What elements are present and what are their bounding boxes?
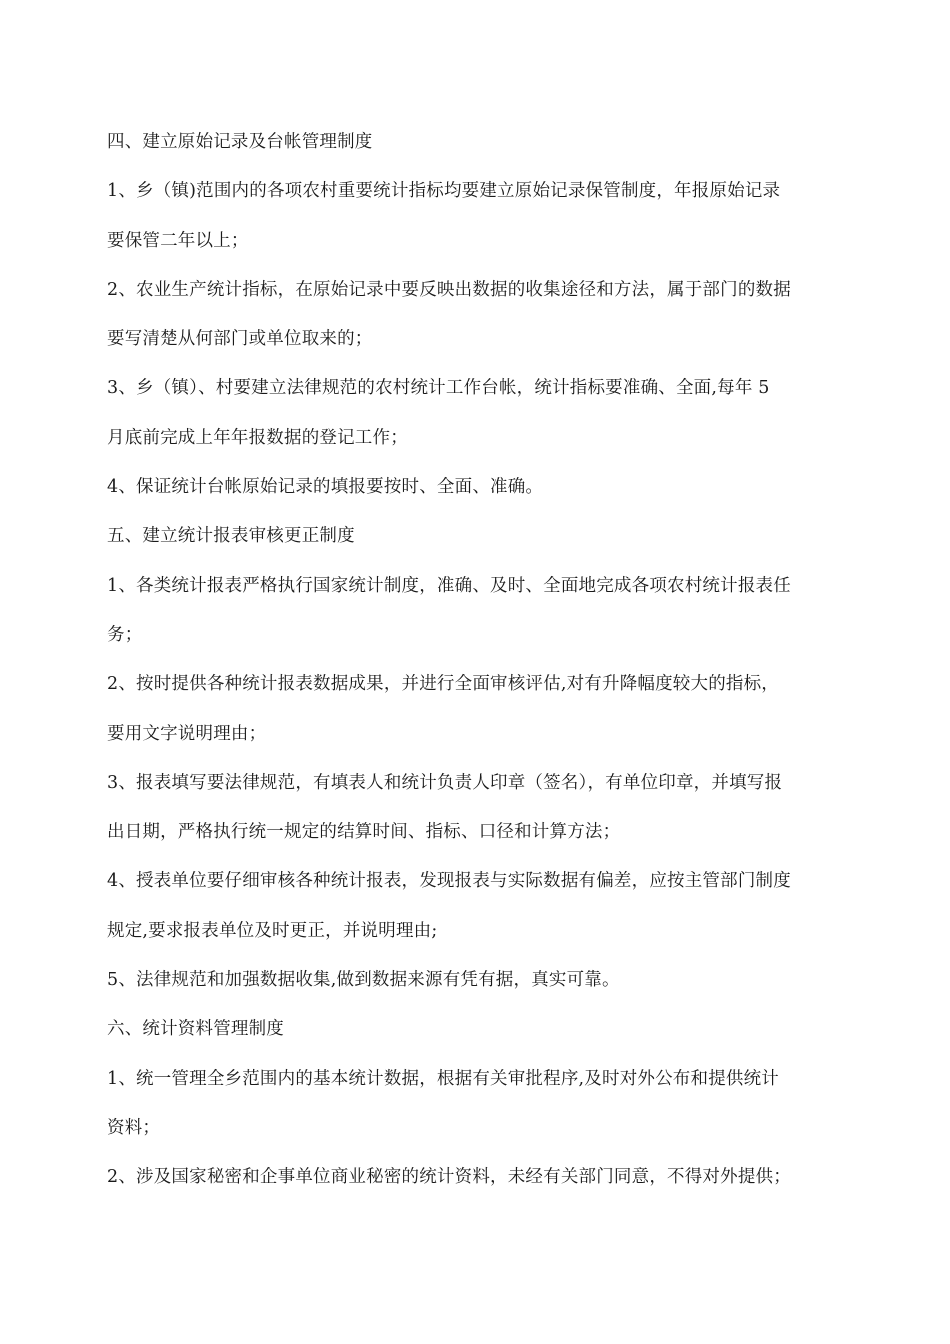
paragraph-line: 月底前完成上年年报数据的登记工作； bbox=[107, 427, 408, 448]
paragraph-line: 规定,要求报表单位及时更正，并说明理由; bbox=[107, 920, 438, 941]
paragraph-line: 1、乡（镇)范围内的各项农村重要统计指标均要建立原始记录保管制度，年报原始记录 bbox=[107, 181, 781, 202]
paragraph-line: 3、乡（镇）、村要建立法律规范的农村统计工作台帐，统计指标要准确、全面,每年 5 bbox=[107, 378, 770, 399]
paragraph-line: 5、法律规范和加强数据收集,做到数据来源有凭有据，真实可靠。 bbox=[107, 970, 620, 991]
paragraph-line: 要保管二年以上； bbox=[107, 230, 249, 251]
section-heading: 六、统计资料管理制度 bbox=[107, 1019, 284, 1040]
section-heading: 五、建立统计报表审核更正制度 bbox=[107, 526, 355, 547]
paragraph-line: 2、按时提供各种统计报表数据成果，并进行全面审核评估,对有升降幅度较大的指标， bbox=[107, 674, 779, 695]
paragraph-line: 要用文字说明理由； bbox=[107, 723, 267, 744]
paragraph-line: 务； bbox=[107, 624, 143, 645]
paragraph-line: 2、农业生产统计指标，在原始记录中要反映出数据的收集途径和方法，属于部门的数据 bbox=[107, 279, 791, 300]
paragraph-line: 3、报表填写要法律规范，有填表人和统计负责人印章（签名），有单位印章，并填写报 bbox=[107, 772, 783, 793]
paragraph-line: 1、各类统计报表严格执行国家统计制度，准确、及时、全面地完成各项农村统计报表任 bbox=[107, 575, 791, 596]
paragraph-line: 4、授表单位要仔细审核各种统计报表，发现报表与实际数据有偏差，应按主管部门制度 bbox=[107, 871, 791, 892]
section-heading: 四、建立原始记录及台帐管理制度 bbox=[107, 132, 373, 152]
paragraph-line: 要写清楚从何部门或单位取来的； bbox=[107, 329, 373, 350]
paragraph-line: 1、统一管理全乡范围内的基本统计数据，根据有关审批程序,及时对外公布和提供统计 bbox=[107, 1068, 779, 1089]
paragraph-line: 2、涉及国家秘密和企事单位商业秘密的统计资料，未经有关部门同意，不得对外提供； bbox=[107, 1167, 791, 1188]
document-body bbox=[107, 118, 847, 1203]
paragraph-line: 4、保证统计台帐原始记录的填报要按时、全面、准确。 bbox=[107, 477, 544, 498]
paragraph-line: 出日期，严格执行统一规定的结算时间、指标、口径和计算方法； bbox=[107, 822, 621, 843]
paragraph-line: 资料； bbox=[107, 1117, 161, 1138]
